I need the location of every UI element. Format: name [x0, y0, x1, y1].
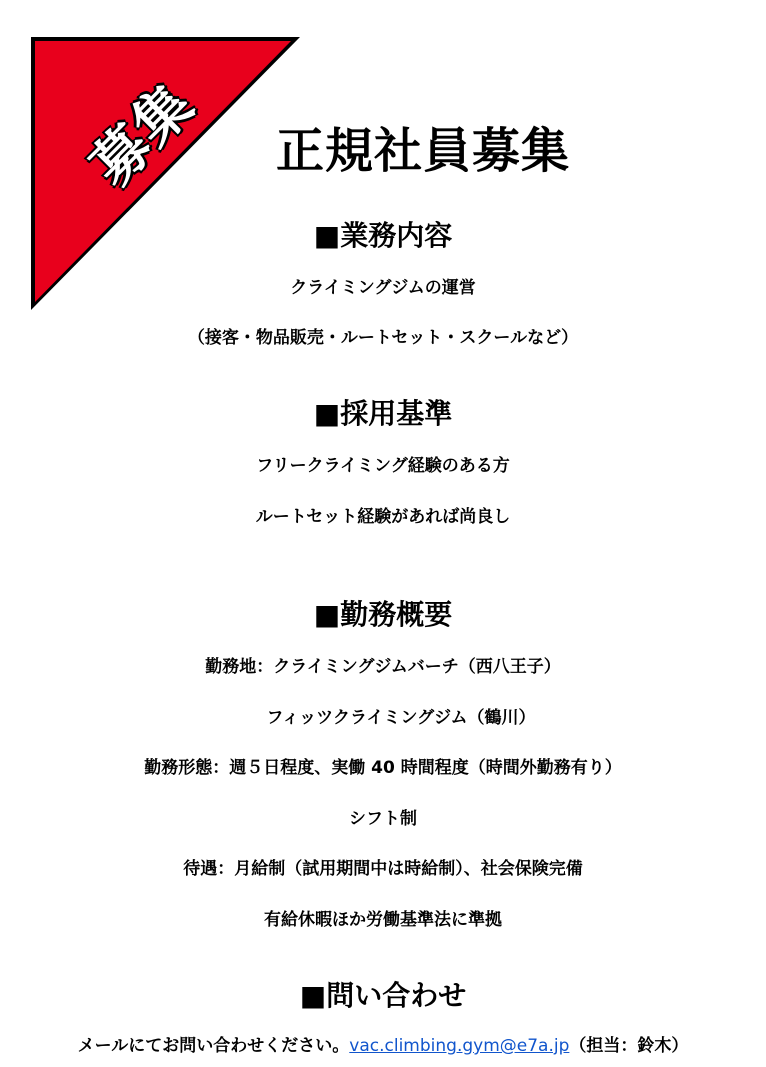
- heading-contact: ■問い合わせ: [299, 979, 467, 1012]
- work-type: 勤務形態：週５日程度、実働 40 時間程度（時間外勤務有り）: [144, 758, 622, 778]
- contact-prefix: メールにてお問い合わせください。: [77, 1036, 350, 1056]
- business-line-2: （接客・物品販売・ルートセット・スクールなど）: [187, 328, 579, 348]
- recruit-corner-banner: [0, 0, 310, 320]
- business-line-1: クライミングジムの運営: [290, 278, 476, 298]
- criteria-line-1: フリークライミング経験のある方: [256, 456, 510, 476]
- contact-email-link[interactable]: vac.climbing.gym@e7a.jp: [349, 1036, 570, 1056]
- heading-work: ■勤務概要: [313, 598, 453, 631]
- work-shift: シフト制: [349, 809, 417, 829]
- contact-line: [0, 1031, 766, 1056]
- work-location-2: フィッツクライミングジム（鶴川）: [266, 708, 536, 728]
- contact-suffix: （担当：鈴木）: [569, 1036, 689, 1056]
- heading-business: ■業務内容: [313, 219, 453, 252]
- work-leave: 有給休暇ほか労働基準法に準拠: [264, 910, 502, 930]
- heading-criteria: ■採用基準: [313, 397, 453, 430]
- page-title: 正規社員募集: [276, 123, 571, 179]
- corner-label: 募集: [79, 71, 208, 200]
- work-location: 勤務地：クライミングジムバーチ（西八王子）: [205, 657, 561, 677]
- criteria-line-2: ルートセット経験があれば尚良し: [255, 507, 511, 527]
- work-benefits: 待遇：月給制（試用期間中は時給制）、社会保険完備: [183, 859, 583, 879]
